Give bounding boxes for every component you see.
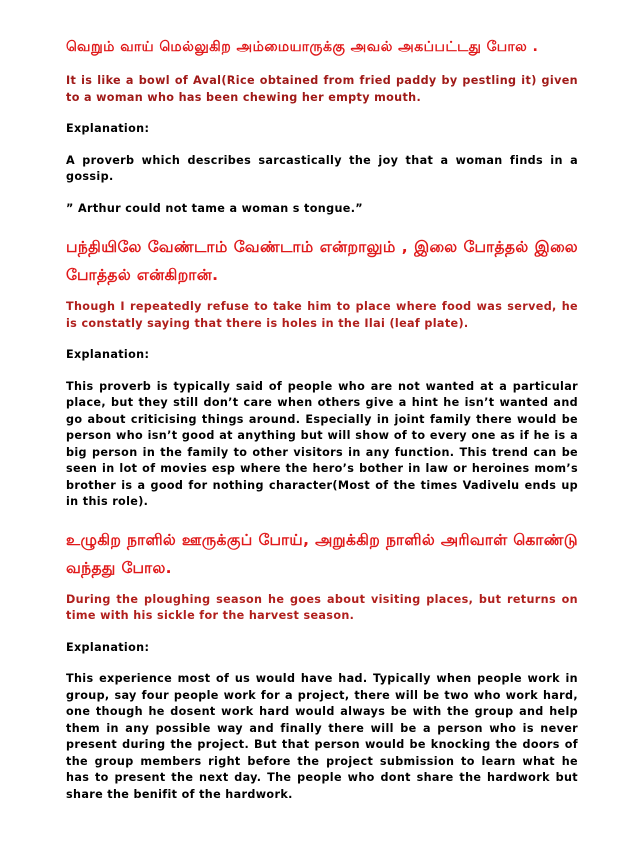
proverb-translation: It is like a bowl of Aval(Rice obtained from fried paddy by pestling it) given to a woman who has been chewing her empty mouth. [66, 74, 578, 104]
proverb-section-1 [66, 36, 578, 217]
explanation-text: This experience most of us would have had. Typically when people work in group, say four people work for a project, there will be two who work hard, one though he dosent work hard would always be with the group and help them in any possible way and finally there will be a person who is never present during the project. But that person would be knocking the doors of the group members right before the project submission to learn what he has to present the next day. The people who dont share the hardwork but share the benifit of the hardwork. [66, 672, 578, 801]
explanation-text: This proverb is typically said of people who are not wanted at a particular place, but they still don’t care when others give a hint he isn’t wanted and go about criticising things around. Especially in joint family there would be person who isn’t good at anything but will show of to every one as if he is a big person in the family to other visitors in any function. This trend can be seen in lot of movies esp where the hero’s bother in law or heroines mom’s brother is a good for nothing character(Most of the times Vadivelu ends up in this role). [66, 379, 578, 508]
document-page [66, 36, 578, 818]
proverb-translation: Though I repeatedly refuse to take him to place where food was served, he is constatly saying that there is holes in the Ilai (leaf plate). [66, 300, 578, 330]
proverb-section-3 [66, 526, 578, 804]
explanation-text: A proverb which describes sarcastically the joy that a woman finds in a gossip. [66, 153, 578, 183]
quote-text: ” Arthur could not tame a woman s tongue.” [66, 201, 364, 215]
tamil-proverb: வெறும் வாய் மெல்லுகிற அம்மையாருக்கு அவல் அகப்பட்டது போல . [66, 39, 539, 55]
explanation-label: Explanation: [66, 348, 150, 361]
tamil-proverb: உழுகிற நாளில் ஊருக்குப் போய், அறுக்கிற நாளில் அரிவாள் கொண்டு வந்தது போல. [66, 530, 578, 577]
tamil-proverb: பந்தியிலே வேண்டாம் வேண்டாம் என்றாலும் , இலை போத்தல் இலை போத்தல் என்கிறான். [66, 238, 578, 284]
proverb-translation: During the ploughing season he goes about visiting places, but returns on time with his sickle for the harvest season. [66, 592, 578, 622]
proverb-section-2 [66, 233, 578, 511]
explanation-label: Explanation: [66, 640, 150, 654]
explanation-label: Explanation: [66, 122, 150, 135]
